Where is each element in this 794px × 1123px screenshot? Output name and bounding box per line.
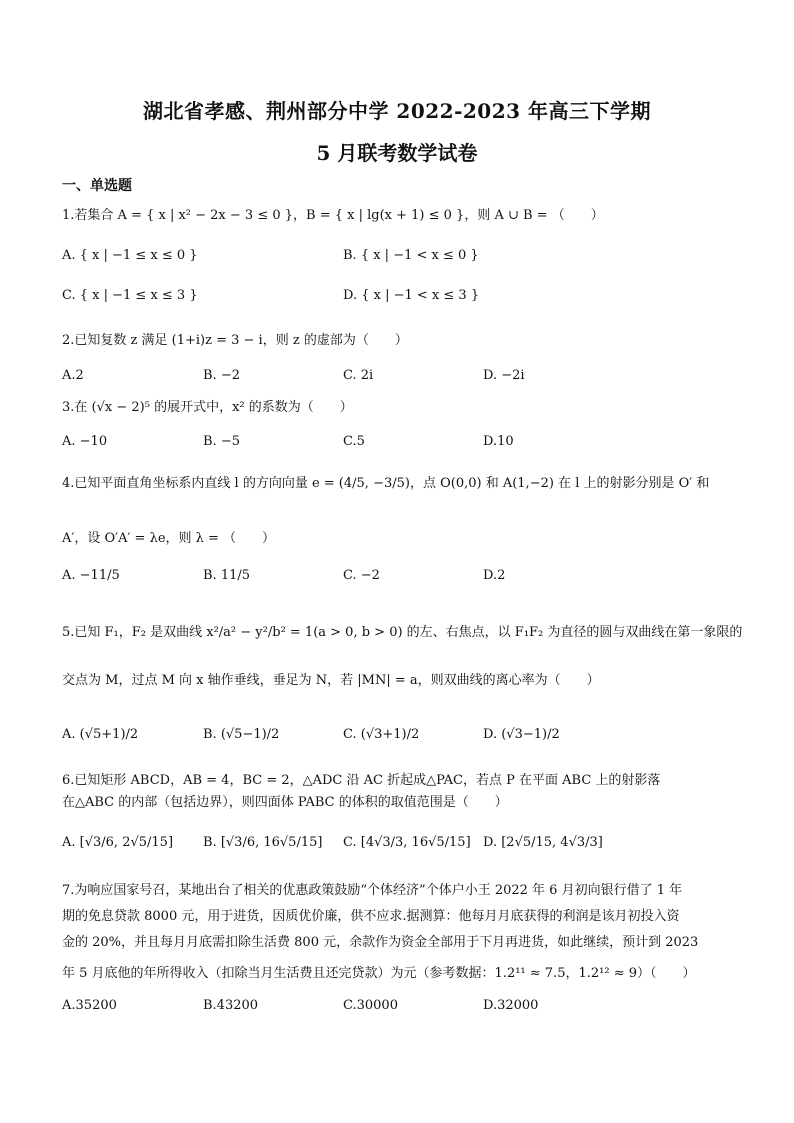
question-7-line2: 期的免息贷款 8000 元，用于进货，因质优价廉，供不应求.据测算：他每月月底获得的利润是该月初投入资 (62, 909, 680, 924)
question-5-option-d: D. (√3−1)/2 (483, 727, 560, 742)
question-4-option-a: A. −11/5 (62, 568, 120, 583)
question-2-option-d: D. −2i (483, 368, 525, 383)
question-7-option-a: A.35200 (62, 998, 117, 1013)
question-1-option-a: A. { x | −1 ≤ x ≤ 0 } (62, 248, 198, 263)
question-5-option-b: B. (√5−1)/2 (203, 727, 280, 742)
question-5-stem-line1: 5.已知 F₁，F₂ 是双曲线 x²/a² − y²/b² = 1(a > 0, b > 0) 的左、右焦点，以 F₁F₂ 为直径的圆与双曲线在第一象限的 (62, 625, 743, 640)
question-7-line3: 金的 20%，并且每月月底需扣除生活费 800 元，余款作为资金全部用于下月再进货，如此继续，预计到 2023 (62, 935, 699, 950)
question-3-option-d: D.10 (483, 434, 514, 449)
question-3-option-c: C.5 (343, 434, 365, 449)
question-3-option-a: A. −10 (62, 434, 108, 449)
question-3-option-b: B. −5 (203, 434, 240, 449)
question-4-option-c: C. −2 (343, 568, 380, 583)
question-6-stem-line2: 在△ABC 的内部（包括边界），则四面体 PABC 的体积的取值范围是（ ） (62, 795, 508, 810)
section-heading: 一、单选题 (62, 178, 132, 194)
question-7-option-c: C.30000 (343, 998, 398, 1013)
question-6-option-a: A. [√3/6, 2√5/15] (62, 835, 174, 850)
question-2-option-a: A.2 (62, 368, 84, 383)
question-5-option-c: C. (√3+1)/2 (343, 727, 420, 742)
question-1-option-b: B. { x | −1 < x ≤ 0 } (343, 248, 479, 263)
question-3-stem: 3.在 (√x − 2)⁵ 的展开式中，x² 的系数为（ ） (62, 400, 353, 415)
question-5-stem-line2: 交点为 M，过点 M 向 x 轴作垂线，垂足为 N，若 |MN| = a，则双曲线的离心率为（ ） (62, 673, 600, 688)
exam-title-line1: 湖北省孝感、荆州部分中学 2022-2023 年高三下学期 (142, 99, 652, 123)
question-2-option-b: B. −2 (203, 368, 240, 383)
question-1-option-c: C. { x | −1 ≤ x ≤ 3 } (62, 288, 198, 303)
question-2-option-c: C. 2i (343, 368, 374, 383)
question-1-option-d: D. { x | −1 < x ≤ 3 } (343, 288, 480, 303)
question-1-stem: 1.若集合 A = { x | x² − 2x − 3 ≤ 0 }，B = { x | lg(x + 1) ≤ 0 }，则 A ∪ B = （ ） (62, 208, 604, 223)
exam-title-line2: 5 月联考数学试卷 (316, 141, 478, 165)
question-2-stem: 2.已知复数 z 满足 (1+i)z = 3 − i，则 z 的虚部为（ ） (62, 333, 408, 348)
question-5-option-a: A. (√5+1)/2 (62, 727, 139, 742)
question-6-option-b: B. [√3/6, 16√5/15] (203, 835, 323, 850)
question-6-option-d: D. [2√5/15, 4√3/3] (483, 835, 603, 850)
question-4-option-d: D.2 (483, 568, 506, 583)
question-6-option-c: C. [4√3/3, 16√5/15] (343, 835, 471, 850)
question-7-option-d: D.32000 (483, 998, 539, 1013)
question-4-stem-line1: 4.已知平面直角坐标系内直线 l 的方向向量 e = (4/5, −3/5)，点 O(0,0) 和 A(1,−2) 在 l 上的射影分别是 O′ 和 (62, 476, 710, 491)
question-7-line1: 7.为响应国家号召，某地出台了相关的优惠政策鼓励“个体经济”个体户小王 2022 年 6 月初向银行借了 1 年 (62, 883, 683, 898)
question-4-stem-line2: A′，设 O′A′ = λe，则 λ = （ ） (62, 531, 276, 546)
question-6-stem-line1: 6.已知矩形 ABCD，AB = 4，BC = 2，△ADC 沿 AC 折起成△PAC，若点 P 在平面 ABC 上的射影落 (62, 773, 661, 788)
question-7-line4: 年 5 月底他的年所得收入（扣除当月生活费且还完贷款）为元（参考数据：1.2¹¹ ≈ 7.5，1.2¹² ≈ 9）（ ） (62, 966, 696, 981)
question-4-option-b: B. 11/5 (203, 568, 251, 583)
question-7-option-b: B.43200 (203, 998, 259, 1013)
